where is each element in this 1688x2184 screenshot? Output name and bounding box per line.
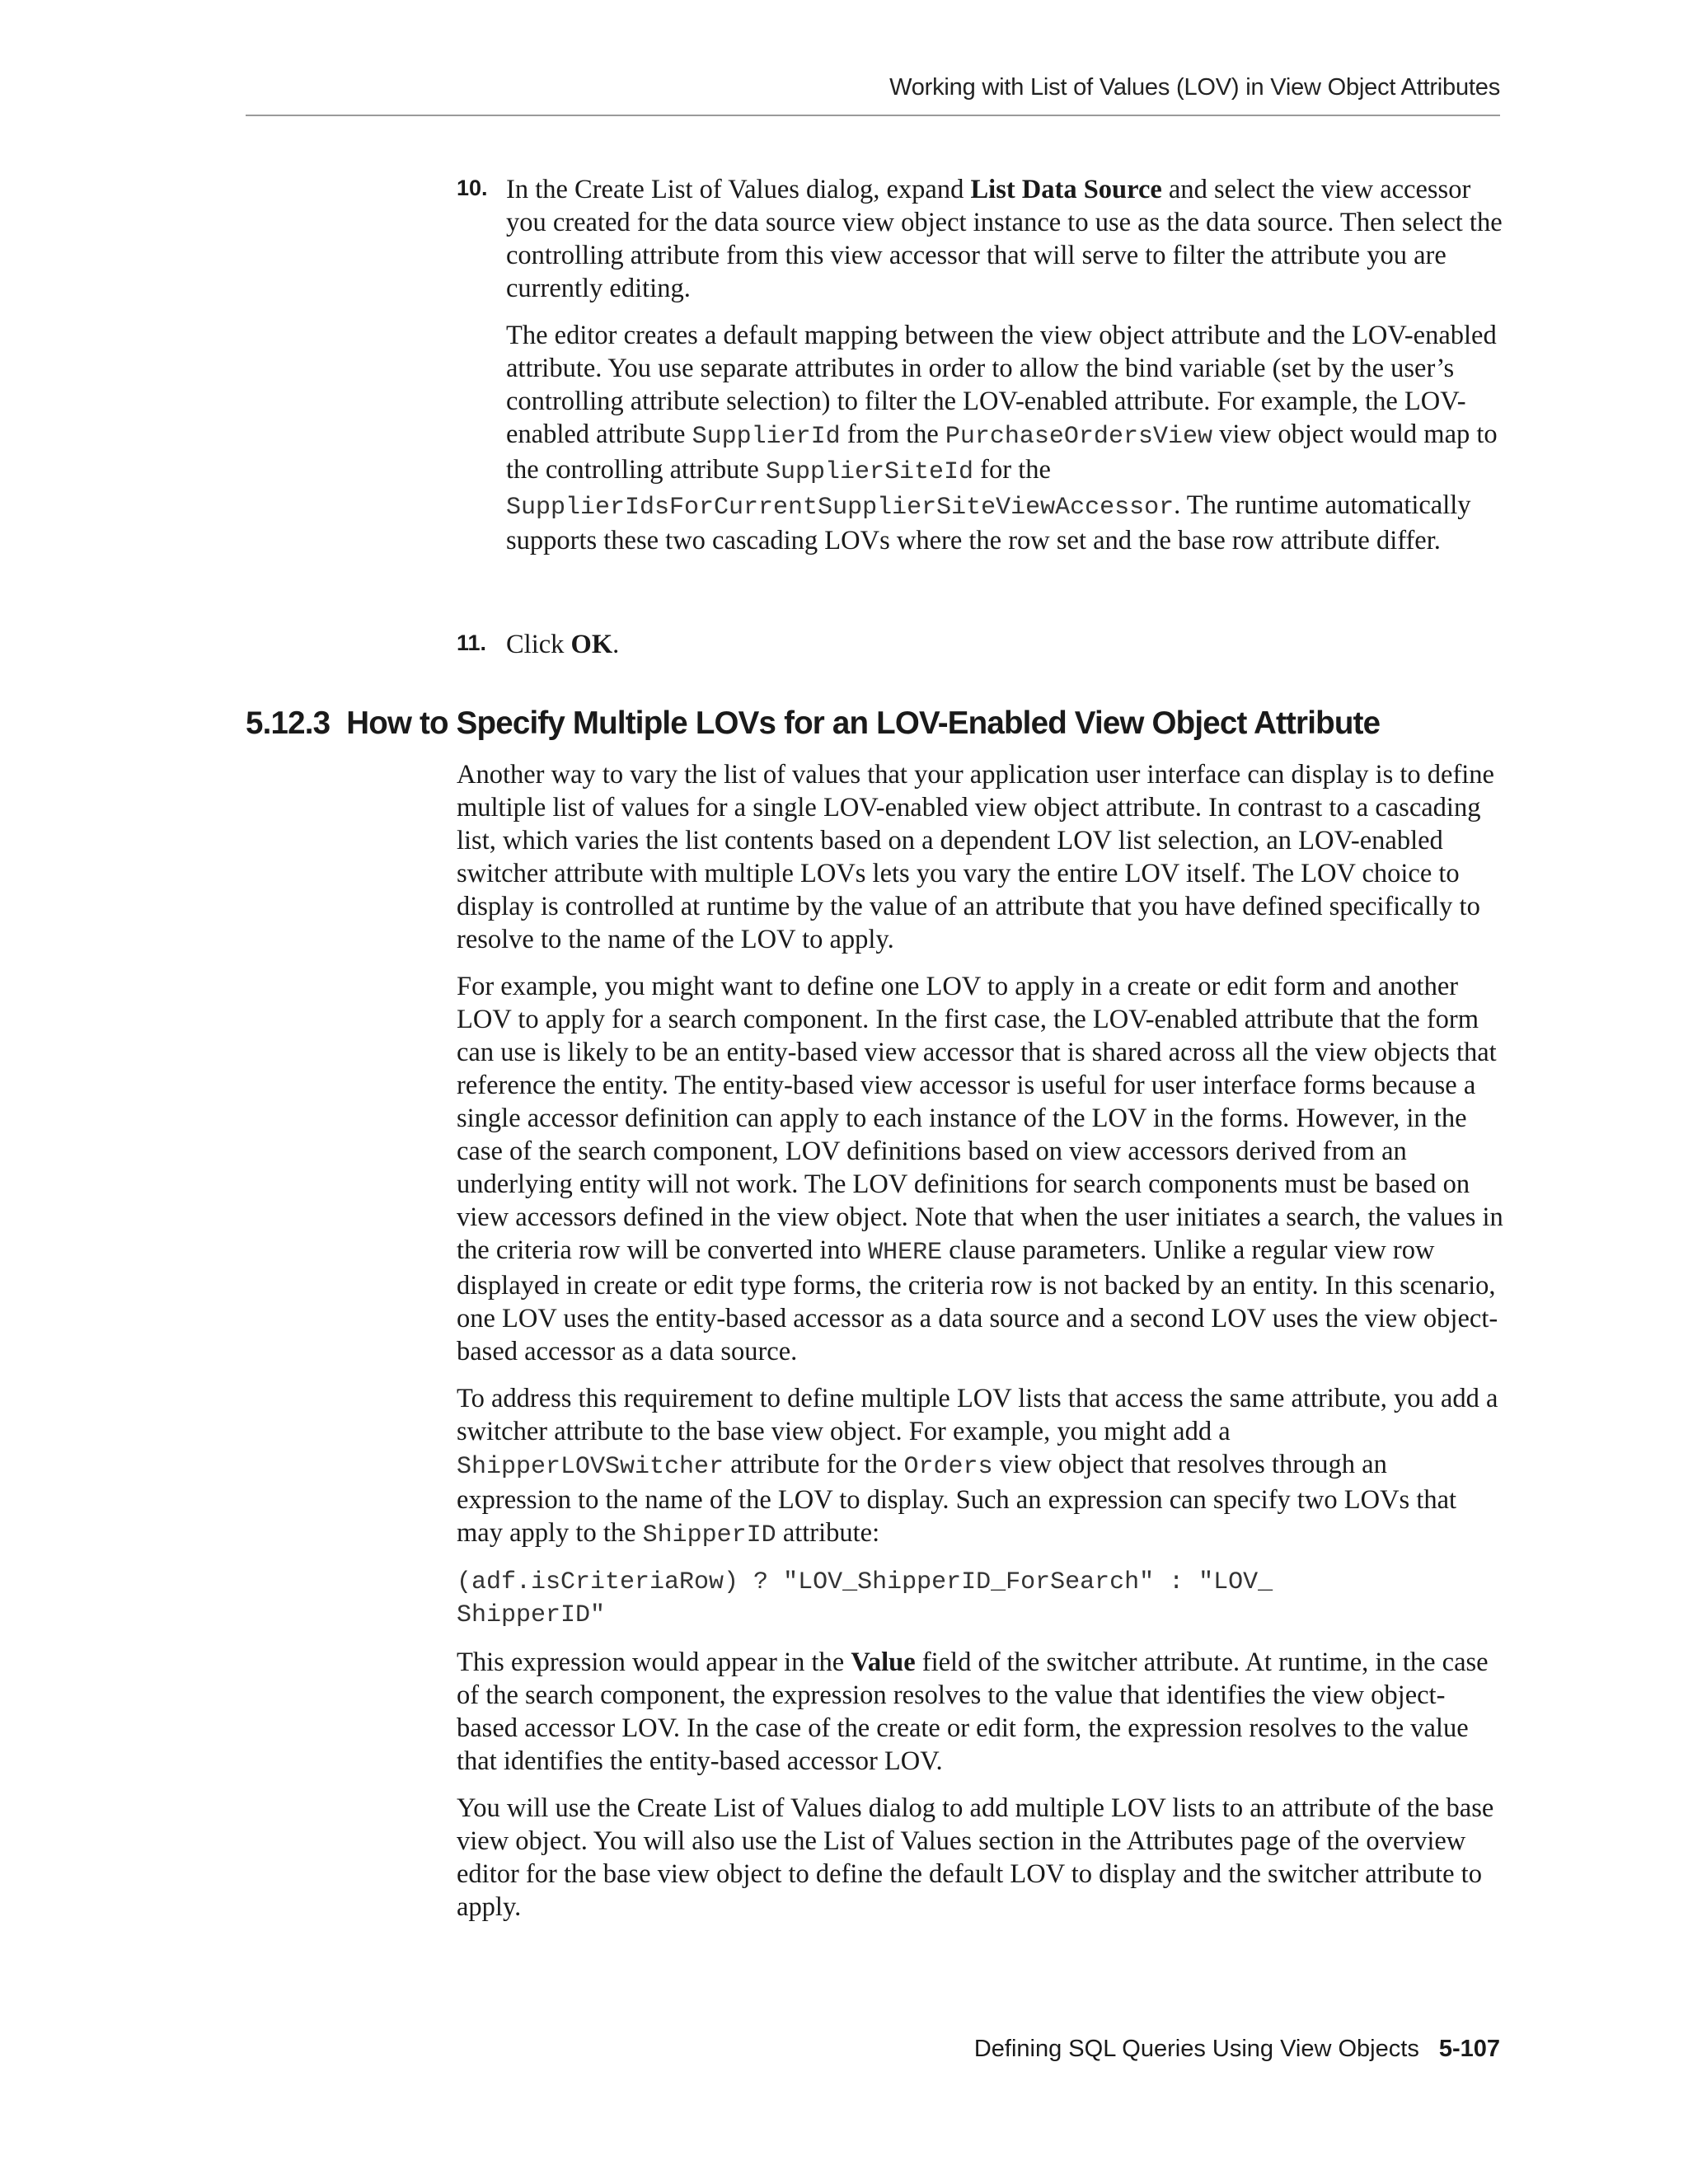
code-term: ShipperLOVSwitcher xyxy=(457,1453,724,1481)
code-term: Orders xyxy=(903,1453,993,1481)
code-term: SupplierId xyxy=(692,423,841,451)
text-run: clause parameters. Unlike a regular view row displayed in create or edit type forms, the criteria row is not backed by an entity. In this scenario, one LOV uses the entity-based accessor as a data source and a second LOV uses the view object-based accessor as a data source. xyxy=(457,1235,1498,1366)
body-paragraph xyxy=(457,1382,1503,1552)
text-run: field of the switcher attribute. At runtime, in the case of the search component, the expression resolves to the value that identifies the view object-based accessor LOV. In the case of the create or edit form, the expression resolves to the value that identifies the entity-based accessor LOV. xyxy=(457,1647,1489,1776)
procedure-step-11 xyxy=(457,628,1503,675)
step-body xyxy=(506,173,1503,557)
text-run: Click xyxy=(506,630,571,659)
step-paragraph xyxy=(506,319,1503,557)
text-run: from the xyxy=(840,419,945,449)
section-title: How to Specify Multiple LOVs for an LOV-Enabled View Object Attribute xyxy=(346,705,1381,741)
body-paragraph: You will use the Create List of Values dialog to add multiple LOV lists to an attribute of the base view object. You will also use the List of Values section in the Attributes page of the overview editor for the base view object to define the default LOV to display and the switcher attribute to apply. xyxy=(457,1793,1494,1922)
code-term: WHERE xyxy=(868,1239,943,1267)
ui-label-bold: Value xyxy=(851,1647,916,1677)
text-run: For example, you might want to define one LOV to apply in a create or edit form and another LOV to apply for a search component. In the first case, the LOV-enabled attribute that the form can use is likely to be an entity-based view accessor that is shared across all the view objects that reference the entity. The entity-based view accessor is useful for user interface forms because a single accessor definition can apply to each instance of the LOV in the forms. However, in the case of the search component, LOV definitions based on view accessors derived from an underlying entity will not work. The LOV definitions for search components must be based on view accessors defined in the view object. Note that when the user initiates a search, the values in the criteria row will be converted into xyxy=(457,972,1503,1265)
section-number: 5.12.3 xyxy=(246,705,331,741)
code-term: PurchaseOrdersView xyxy=(945,423,1212,451)
code-term: ShipperID xyxy=(642,1521,776,1549)
step-number: 10. xyxy=(457,176,488,200)
body-paragraph xyxy=(457,970,1503,1368)
text-run: view object that resolves through an expression to the name of the LOV to display. Such an expression can specify two LOVs that may apply to the xyxy=(457,1450,1457,1548)
text-run: To address this requirement to define multiple LOV lists that access the same attribute, you add a switcher attribute to the base view object. For example, you might add a xyxy=(457,1384,1498,1446)
text-run: This expression would appear in the xyxy=(457,1647,851,1677)
ui-label-bold: List Data Source xyxy=(970,175,1162,204)
footer-title: Defining SQL Queries Using View Objects xyxy=(973,2036,1419,2062)
step-body xyxy=(506,628,1503,661)
step-paragraph xyxy=(506,173,1503,305)
text-run: view object would map to the controlling attribute xyxy=(506,419,1498,485)
step-number: 11. xyxy=(457,630,487,655)
text-run: for the xyxy=(973,455,1051,485)
body-paragraph: Another way to vary the list of values that your application user interface can display is to define multiple list of values for a single LOV-enabled view object attribute. In contrast to a cascading list, which varies the list contents based on a dependent LOV list selection, an LOV-enabled switcher attribute with multiple LOVs lets you vary the entire LOV itself. The LOV choice to display is controlled at runtime by the value of an attribute that you have defined specifically to resolve to the name of the LOV to apply. xyxy=(457,760,1494,954)
header-rule xyxy=(246,115,1500,116)
running-header: Working with List of Values (LOV) in View Object Attributes xyxy=(889,74,1500,101)
code-term: SupplierSiteId xyxy=(766,458,974,486)
text-run: The editor creates a default mapping between the view object attribute and the LOV-enabled attribute. You use separate attributes in order to allow the bind variable (set by the user’s controlling attribute selection) to filter the LOV-enabled attribute. For example, the LOV-enabled attribute xyxy=(506,321,1497,449)
page-number: 5-107 xyxy=(1438,2036,1500,2062)
text-run: . The runtime automatically supports these two cascading LOVs where the row set and the base row attribute differ. xyxy=(506,490,1471,555)
text-run: . xyxy=(612,630,620,659)
text-run: attribute: xyxy=(776,1518,880,1548)
code-term: SupplierIdsForCurrentSupplierSiteViewAccessor xyxy=(506,494,1175,522)
text-run: In the Create List of Values dialog, expand xyxy=(506,175,971,204)
page-footer xyxy=(246,2036,1500,2063)
text-run: and select the view accessor you created for the data source view object instance to use as the data source. Then select the controlling attribute from this view accessor that will serve to filter the attribute you are currently editing. xyxy=(506,175,1503,303)
ui-label-bold: OK xyxy=(570,630,613,659)
text-run: attribute for the xyxy=(724,1450,904,1479)
procedure-step-10 xyxy=(457,173,1503,571)
body-paragraph xyxy=(457,1646,1503,1778)
section-body xyxy=(457,758,1503,1938)
section-heading xyxy=(246,705,1531,742)
code-expression: (adf.isCriteriaRow) ? "LOV_ShipperID_ForSearch" : "LOV_ ShipperID" xyxy=(457,1568,1273,1629)
step-paragraph xyxy=(506,628,1503,661)
